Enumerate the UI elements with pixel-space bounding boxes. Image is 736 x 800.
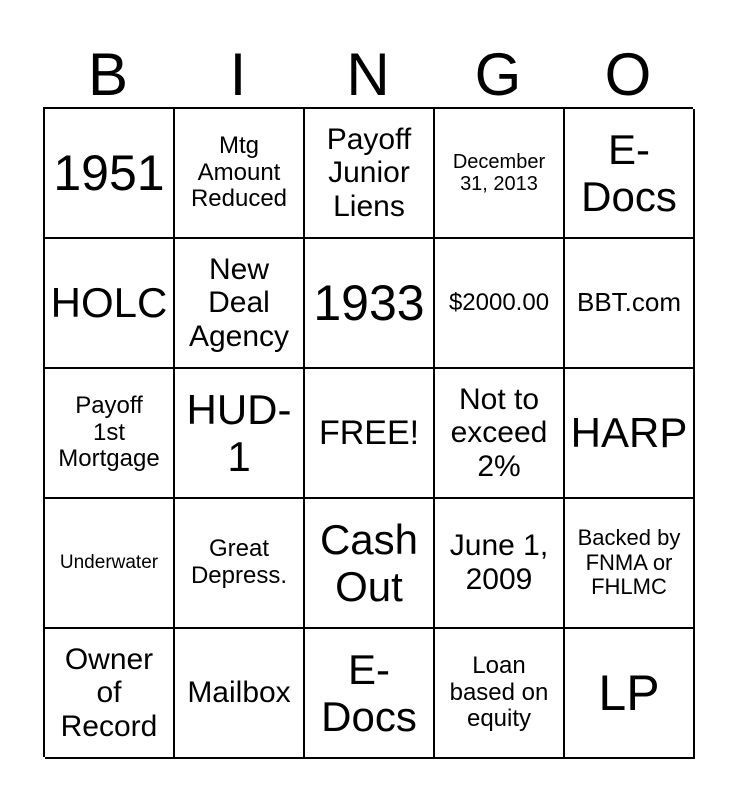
- header-letter-i: I: [229, 41, 247, 108]
- cell-label: Mailbox: [187, 676, 291, 710]
- header-letter-o: O: [604, 41, 652, 108]
- cell-label: 1933: [313, 275, 425, 331]
- bingo-cell[interactable]: [175, 629, 305, 759]
- bingo-cell[interactable]: [45, 239, 175, 369]
- bingo-cell[interactable]: [45, 369, 175, 499]
- bingo-cell[interactable]: [305, 499, 435, 629]
- bingo-cell[interactable]: [565, 629, 695, 759]
- cell-label: December 31, 2013: [452, 150, 546, 195]
- bingo-cell[interactable]: [305, 629, 435, 759]
- cell-label: Not to exceed 2%: [450, 382, 548, 483]
- cell-label: Underwater: [59, 552, 159, 574]
- cell-label: Great Depress.: [190, 535, 288, 589]
- cell-label: 1951: [53, 145, 165, 201]
- bingo-cell[interactable]: [305, 109, 435, 239]
- header-letter-g: G: [474, 41, 522, 108]
- bingo-cell[interactable]: [45, 629, 175, 759]
- bingo-cell[interactable]: [435, 629, 565, 759]
- bingo-cell[interactable]: [565, 369, 695, 499]
- cell-label: Backed by FNMA or FHLMC: [577, 525, 681, 600]
- cell-label: E- Docs: [581, 125, 677, 220]
- bingo-cell[interactable]: [435, 369, 565, 499]
- bingo-cell[interactable]: [175, 239, 305, 369]
- cell-label: BBT.com: [576, 287, 682, 318]
- bingo-header: [43, 41, 693, 108]
- cell-label: Mtg Amount Reduced: [190, 131, 288, 213]
- cell-label: June 1, 2009: [449, 529, 549, 596]
- bingo-cell[interactable]: [45, 109, 175, 239]
- bingo-cell[interactable]: [565, 109, 695, 239]
- bingo-cell[interactable]: [175, 369, 305, 499]
- bingo-cell[interactable]: [435, 499, 565, 629]
- bingo-card: [43, 107, 693, 757]
- header-letter-n: N: [346, 41, 390, 108]
- bingo-cell[interactable]: [435, 239, 565, 369]
- header-letter-b: B: [87, 41, 129, 108]
- bingo-cell[interactable]: [305, 239, 435, 369]
- bingo-cell[interactable]: [565, 239, 695, 369]
- cell-label: Payoff 1st Mortgage: [58, 391, 160, 473]
- free-space[interactable]: [305, 369, 435, 499]
- cell-label: HOLC: [50, 279, 168, 327]
- cell-label: Loan based on equity: [449, 651, 549, 733]
- cell-label: Payoff Junior Liens: [326, 122, 412, 223]
- bingo-cell[interactable]: [435, 109, 565, 239]
- cell-label: HARP: [570, 409, 688, 457]
- cell-label: HUD- 1: [186, 385, 292, 480]
- bingo-cell[interactable]: [565, 499, 695, 629]
- cell-label: New Deal Agency: [188, 252, 290, 353]
- bingo-cell[interactable]: [45, 499, 175, 629]
- cell-label: $2000.00: [448, 288, 550, 316]
- cell-label: E- Docs: [321, 645, 417, 740]
- bingo-cell[interactable]: [175, 499, 305, 629]
- free-space-label: FREE!: [318, 413, 420, 452]
- cell-label: Cash Out: [319, 515, 419, 610]
- bingo-cell[interactable]: [175, 109, 305, 239]
- cell-label: Owner of Record: [60, 642, 158, 743]
- cell-label: LP: [598, 665, 660, 721]
